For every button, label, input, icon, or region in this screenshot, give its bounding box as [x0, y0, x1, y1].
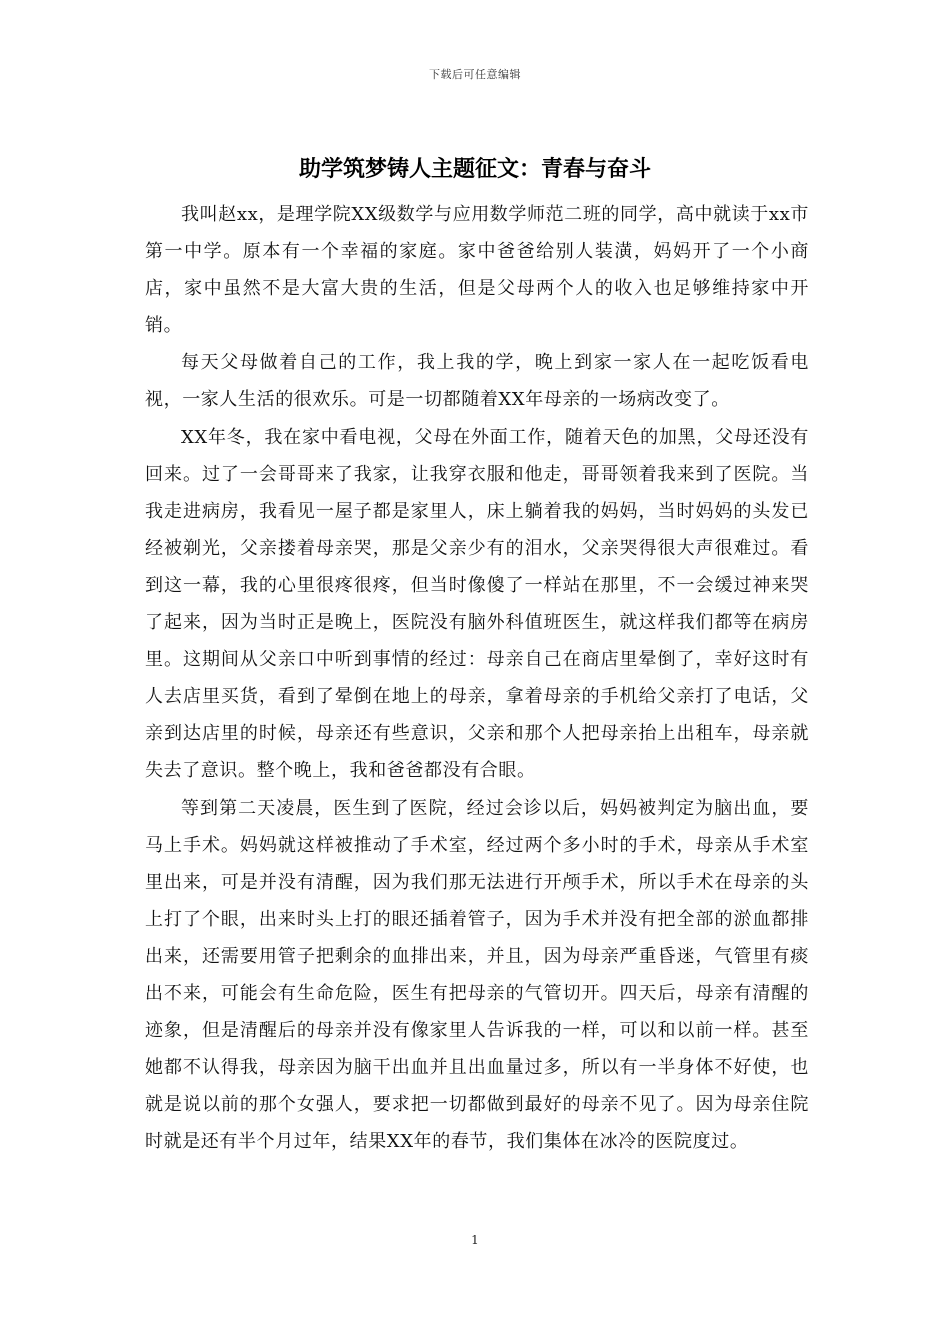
paragraph-4: 等到第二天凌晨，医生到了医院，经过会诊以后，妈妈被判定为脑出血，要马上手术。妈妈就这样被推动了手术室，经过两个多小时的手术，母亲从手术室里出来，可是并没有清醒，因为我们那无法进行开颅手术，所以手术在母亲的头上打了个眼，出来时头上打的眼还插着管子，因为手术并没有把全部的淤血都排出来，还需要用管子把剩余的血排出来，并且，因为母亲严重昏迷，气管里有痰出不来，可能会有生命危险，医生有把母亲的气管切开。四天后，母亲有清醒的迹象，但是清醒后的母亲并没有像家里人告诉我的一样，可以和以前一样。甚至她都不认得我，母亲因为脑干出血并且出血量过多，所以有一半身体不好使，也就是说以前的那个女强人，要求把一切都做到最好的母亲不见了。因为母亲住院时就是还有半个月过年，结果XX年的春节，我们集体在冰冷的医院度过。 [145, 797, 809, 1153]
paragraph-3: XX年冬，我在家中看电视，父母在外面工作，随着天色的加黑，父母还没有回来。过了一会哥哥来了我家，让我穿衣服和他走，哥哥领着我来到了医院。当我走进病房，我看见一屋子都是家里人，床上躺着我的妈妈，当时妈妈的头发已经被剃光，父亲搂着母亲哭，那是父亲少有的泪水，父亲哭得很大声很难过。看到这一幕，我的心里很疼很疼，但当时像傻了一样站在那里，不一会缓过神来哭了起来，因为当时正是晚上，医院没有脑外科值班医生，就这样我们都等在病房里。这期间从父亲口中听到事情的经过：母亲自己在商店里晕倒了，幸好这时有人去店里买货，看到了晕倒在地上的母亲，拿着母亲的手机给父亲打了电话，父亲到达店里的时候，母亲还有些意识，父亲和那个人把母亲抬上出租车，母亲就失去了意识。整个晚上，我和爸爸都没有合眼。 [145, 426, 809, 782]
paragraph-2: 每天父母做着自己的工作，我上我的学，晚上到家一家人在一起吃饭看电视，一家人生活的很欢乐。可是一切都随着XX年母亲的一场病改变了。 [145, 352, 809, 411]
paragraph-1: 我叫赵xx，是理学院XX级数学与应用数学师范二班的同学，高中就读于xx市第一中学。原本有一个幸福的家庭。家中爸爸给别人装潢，妈妈开了一个小商店，家中虽然不是大富大贵的生活，但是父母两个人的收入也足够维持家中开销。 [145, 204, 809, 337]
header-note: 下载后可任意编辑 [429, 68, 521, 81]
document-title: 助学筑梦铸人主题征文：青春与奋斗 [298, 156, 651, 182]
page-number: 1 [471, 1233, 479, 1247]
document-body [145, 196, 809, 1160]
